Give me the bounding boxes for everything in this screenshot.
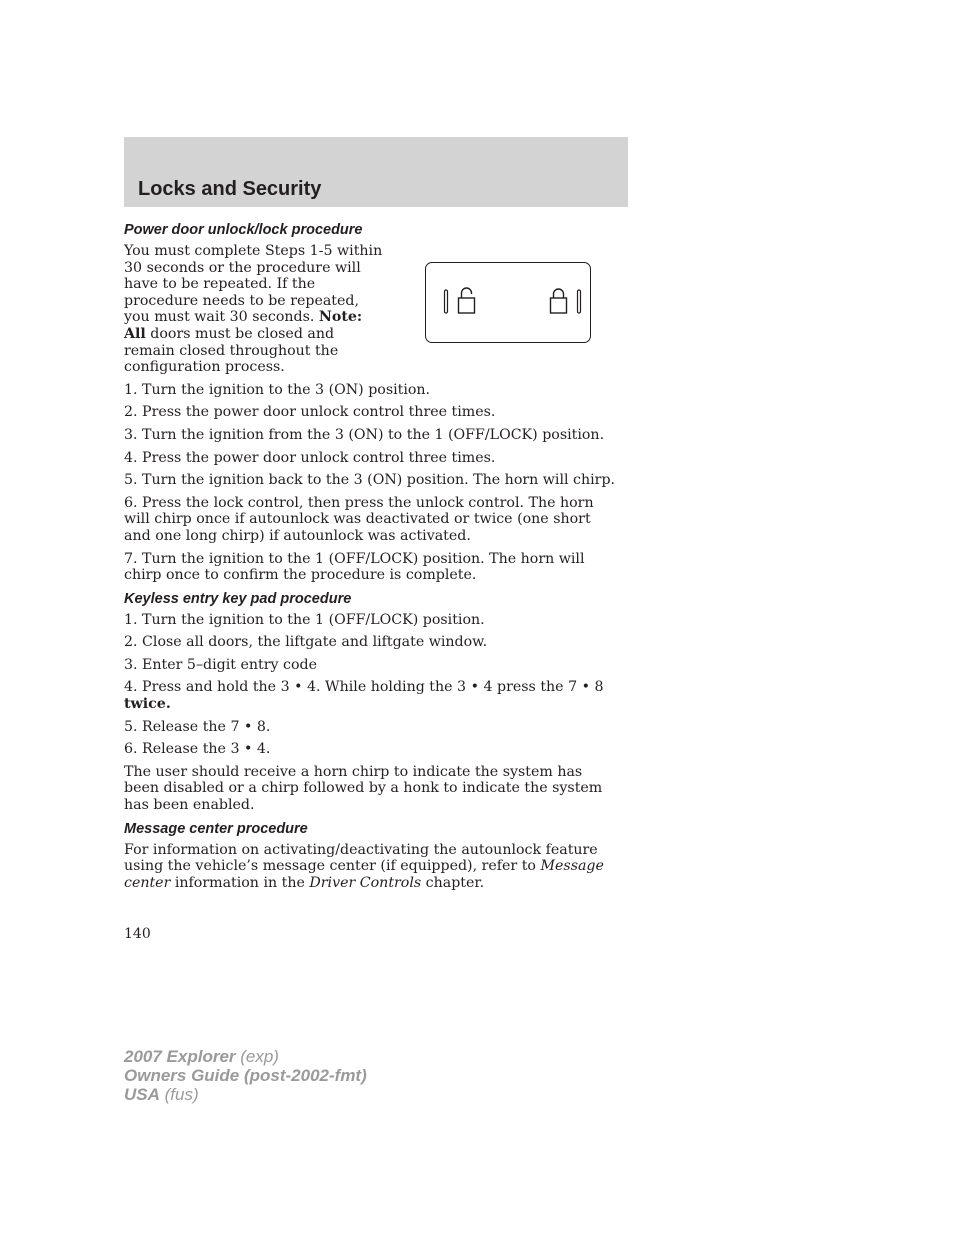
step-item: 5. Turn the ignition back to the 3 (ON) position. The horn will chirp. [124, 472, 616, 489]
step-item: 6. Release the 3 • 4. [124, 741, 271, 758]
document-footer: 2007 Explorer (exp) Owners Guide (post-2002-fmt) USA (fus) [124, 1047, 367, 1104]
step-item: 7. Turn the ignition to the 1 (OFF/LOCK) position. The horn will chirp once to confirm the procedure is complete. [124, 550, 585, 584]
step-item: 3. Enter 5–digit entry code [124, 656, 318, 673]
step-item: 1. Turn the ignition to the 1 (OFF/LOCK) position. [124, 611, 485, 628]
step-item: 2. Close all doors, the liftgate and liftgate window. [124, 634, 488, 651]
step-item: 3. Turn the ignition from the 3 (ON) to the 1 (OFF/LOCK) position. [124, 426, 605, 443]
emphasis-twice: twice. [124, 696, 171, 713]
heading-keypad-procedure: Keyless entry key pad procedure [124, 590, 352, 607]
page-content [124, 221, 616, 897]
section-title: Locks and Security [138, 178, 322, 200]
step-item: 4. Press the power door unlock control three times. [124, 449, 496, 466]
step-item: 1. Turn the ignition to the 3 (ON) position. [124, 381, 431, 398]
reference-driver-controls: Driver Controls [309, 874, 422, 891]
intro-paragraph: You must complete Steps 1-5 within 30 seconds or the procedure will have to be repeated. If the procedure needs to be repeated, you must wait 30 seconds. Note: All doors must be closed and remain closed throughout the configuration process. [124, 243, 383, 376]
message-center-paragraph: For information on activating/deactivating the autounlock feature using the vehicle’s message center (if equipped), refer to Message center information in the Driver Controls chapter. [124, 841, 604, 891]
heading-power-door-procedure: Power door unlock/lock procedure [124, 222, 363, 238]
heading-message-center: Message center procedure [124, 820, 308, 837]
step-item: 2. Press the power door unlock control three times. [124, 404, 496, 421]
section-header-band [124, 137, 628, 207]
closing-paragraph: The user should receive a horn chirp to indicate the system has been disabled or a chirp followed by a honk to indicate the system has been enabled. [124, 763, 603, 814]
step-item: 5. Release the 7 • 8. [124, 718, 271, 735]
note-label: Note: All [124, 309, 363, 342]
reference-message-center: Message center [124, 858, 604, 891]
page-number: 140 [124, 926, 151, 942]
step-item: 4. Press and hold the 3 • 4. While holding the 3 • 4 press the 7 • 8 twice. [124, 679, 604, 713]
step-item: 6. Press the lock control, then press the unlock control. The horn will chirp once if autounlock was deactivated or twice (one short and one long chirp) if autounlock was activated. [124, 494, 594, 544]
